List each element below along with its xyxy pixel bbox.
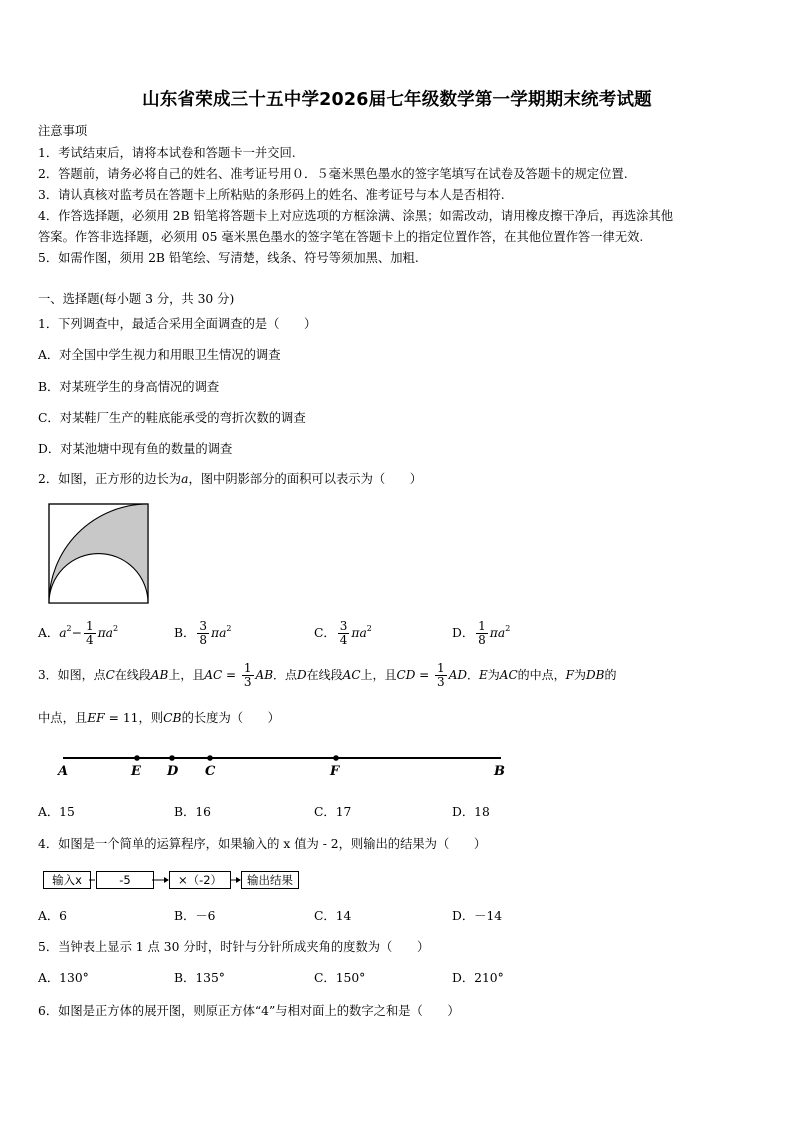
v: F bbox=[565, 668, 574, 682]
q3-label-c: C bbox=[205, 764, 216, 779]
q3-label-f: F bbox=[330, 764, 340, 779]
v: DB bbox=[586, 668, 605, 682]
q1-option-a: A．对全国中学生视力和用眼卫生情况的调查 bbox=[38, 348, 281, 362]
frac bbox=[84, 620, 96, 647]
t: ，则 bbox=[138, 711, 164, 725]
q3-label-b: B bbox=[494, 764, 505, 779]
t: = bbox=[415, 668, 434, 682]
den: 8 bbox=[478, 633, 486, 647]
q2-var: a bbox=[181, 472, 189, 486]
pia: πa bbox=[351, 626, 367, 640]
v: C bbox=[105, 668, 115, 682]
v: CD bbox=[396, 668, 416, 682]
den: 3 bbox=[437, 675, 445, 689]
q4-arrows bbox=[88, 873, 244, 887]
q3-option-a: A．15 bbox=[38, 805, 75, 819]
num: 1 bbox=[437, 661, 445, 675]
pia: πa bbox=[210, 626, 227, 640]
q4-box-input: 输入x bbox=[43, 871, 91, 889]
q5-option-c: C．150° bbox=[314, 971, 366, 985]
v: E bbox=[479, 668, 488, 682]
exp: 2 bbox=[366, 624, 372, 633]
q4-stem: 4．如图是一个简单的运算程序，如果输入的 x 值为 - 2，则输出的结果为（ ） bbox=[38, 837, 487, 851]
exp: 2 bbox=[66, 624, 72, 633]
t: 在线段 bbox=[114, 668, 151, 682]
exp: 2 bbox=[226, 624, 232, 633]
q3-option-d: D．18 bbox=[452, 805, 490, 819]
num: 1 bbox=[85, 619, 94, 633]
den: 4 bbox=[85, 633, 94, 647]
v: AD bbox=[448, 668, 467, 682]
q3-option-b: B．16 bbox=[174, 805, 211, 819]
t: 的长度为（ ） bbox=[181, 711, 280, 725]
minus: − bbox=[71, 626, 82, 640]
q3-label-e: E bbox=[131, 764, 141, 779]
q1-option-b: B．对某班学生的身高情况的调查 bbox=[38, 380, 220, 394]
q1-option-c: C．对某鞋厂生产的鞋底能承受的弯折次数的调查 bbox=[38, 411, 306, 425]
v: D bbox=[297, 668, 307, 682]
v: CB bbox=[163, 711, 182, 725]
arrow-head-2 bbox=[164, 877, 169, 883]
q3-stem-line2 bbox=[38, 708, 280, 726]
notice-heading: 注意事项 bbox=[38, 124, 88, 138]
q1-option-d: D．对某池塘中现有鱼的数量的调查 bbox=[38, 442, 233, 456]
arrow-head-3 bbox=[236, 877, 241, 883]
q2-option-a bbox=[38, 620, 118, 647]
frac bbox=[435, 662, 447, 689]
q5-option-b: B．135° bbox=[174, 971, 225, 985]
pia: πa bbox=[489, 626, 506, 640]
v: AC bbox=[342, 668, 361, 682]
q3-point-f bbox=[333, 755, 339, 761]
q2-option-c bbox=[314, 620, 372, 647]
q4-option-c: C．14 bbox=[314, 909, 352, 923]
q3-option-c: C．17 bbox=[314, 805, 352, 819]
v: AB bbox=[150, 668, 169, 682]
q4-option-d: D．－14 bbox=[452, 909, 503, 923]
q3-point-d bbox=[169, 755, 175, 761]
den: 4 bbox=[339, 633, 348, 647]
notice-item-5: 5．如需作图，须用 2B 铅笔绘、写清楚，线条、符号等须加黑、加粗. bbox=[38, 251, 419, 265]
t: 为 bbox=[573, 668, 586, 682]
notice-item-4-cont: 答案。作答非选择题，必须用 05 毫米黑色墨水的签字笔在答题卡上的指定位置作答，在其他位置作答一律无效. bbox=[38, 230, 644, 244]
q3-stem-line1 bbox=[38, 662, 616, 689]
den: 8 bbox=[199, 633, 207, 647]
q1-stem: 1．下列调查中，最适合采用全面调查的是（ ） bbox=[38, 317, 317, 331]
num: 1 bbox=[243, 661, 252, 675]
var: a bbox=[59, 626, 67, 640]
q4-box-output: 输出结果 bbox=[241, 871, 299, 889]
t: 3．如图，点 bbox=[38, 668, 106, 682]
q5-option-d: D．210° bbox=[452, 971, 504, 985]
option-label: D． bbox=[452, 626, 475, 640]
frac bbox=[242, 662, 254, 689]
notice-item-3: 3．请认真核对监考员在答题卡上所粘贴的条形码上的姓名、准考证号与本人是否相符. bbox=[38, 188, 505, 202]
t: ． bbox=[466, 668, 479, 682]
t: ．点 bbox=[273, 668, 298, 682]
notice-item-2: 2．答题前，请务必将自己的姓名、准考证号用０．５毫米黑色墨水的签字笔填写在试卷及答题卡的规定位置. bbox=[38, 167, 628, 181]
q5-option-a: A．130° bbox=[38, 971, 89, 985]
t: 在线段 bbox=[306, 668, 343, 682]
t: 中点，且 bbox=[38, 711, 88, 725]
t: 的 bbox=[604, 668, 617, 682]
q2-stem-part: 2．如图，正方形的边长为 bbox=[38, 472, 182, 486]
t: = 11 bbox=[104, 711, 139, 725]
q3-label-d: D bbox=[167, 764, 179, 779]
page-title: 山东省荣成三十五中学2026届七年级数学第一学期期末统考试题 bbox=[142, 90, 652, 110]
q5-stem: 5．当钟表上显示 1 点 30 分时，时针与分针所成夹角的度数为（ ） bbox=[38, 940, 430, 954]
q4-option-b: B．－6 bbox=[174, 909, 216, 923]
t: 的中点， bbox=[517, 668, 566, 682]
q4-box-minus5: -5 bbox=[96, 871, 154, 889]
q2-option-d bbox=[452, 620, 510, 647]
q2-stem-part: ，图中阴影部分的面积可以表示为（ ） bbox=[188, 472, 423, 486]
v: AB bbox=[255, 668, 274, 682]
exp: 2 bbox=[113, 624, 119, 633]
v: AC bbox=[499, 668, 518, 682]
num: 1 bbox=[478, 619, 486, 633]
frac bbox=[197, 620, 209, 647]
q2-stem bbox=[38, 469, 422, 487]
frac bbox=[338, 620, 350, 647]
q4-box-times: ×（-2） bbox=[169, 871, 231, 889]
q3-segment-figure bbox=[55, 750, 515, 770]
t: 上，且 bbox=[360, 668, 397, 682]
t: 上，且 bbox=[168, 668, 205, 682]
num: 3 bbox=[199, 619, 207, 633]
option-label: B． bbox=[174, 626, 196, 640]
t: = bbox=[222, 668, 240, 682]
section-heading: 一、选择题(每小题 3 分，共 30 分) bbox=[38, 292, 235, 306]
q6-stem: 6．如图是正方体的展开图，则原正方体“4”与相对面上的数字之和是（ ） bbox=[38, 1004, 460, 1018]
q4-option-a: A．6 bbox=[38, 909, 68, 923]
q2-figure bbox=[48, 503, 150, 605]
option-label: C． bbox=[314, 626, 336, 640]
option-label: A． bbox=[38, 626, 60, 640]
exp: 2 bbox=[505, 624, 511, 633]
v: AC bbox=[204, 668, 223, 682]
v: EF bbox=[87, 711, 105, 725]
den: 3 bbox=[243, 675, 252, 689]
q3-point-c bbox=[207, 755, 213, 761]
notice-item-4: 4．作答选择题，必须用 2B 铅笔将答题卡上对应选项的方框涂满、涂黑；如需改动，请用橡皮擦干净后，再选涂其他 bbox=[38, 209, 674, 223]
num: 3 bbox=[339, 619, 348, 633]
notice-item-1: 1．考试结束后，请将本试卷和答题卡一并交回. bbox=[38, 146, 296, 160]
q2-option-b bbox=[174, 620, 232, 647]
t: 为 bbox=[487, 668, 500, 682]
q3-label-a: A bbox=[58, 764, 69, 779]
frac bbox=[476, 620, 488, 647]
pia: πa bbox=[97, 626, 113, 640]
q3-point-e bbox=[134, 755, 140, 761]
